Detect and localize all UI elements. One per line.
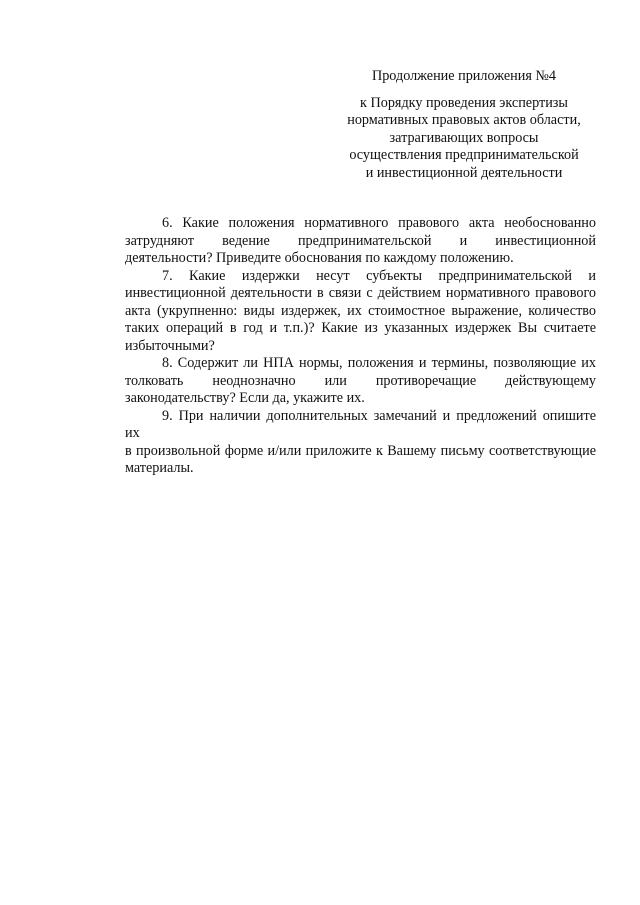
appendix-header-line: осуществления предпринимательской	[349, 147, 579, 163]
paragraph-line: избыточными?	[125, 337, 215, 354]
appendix-header	[330, 68, 598, 182]
appendix-header-line: к Порядку проведения экспертизы	[360, 94, 568, 111]
paragraph-line: законодательству? Если да, укажите их.	[125, 390, 365, 406]
question-8-paragraph	[88, 355, 596, 408]
paragraph-line: толковать неоднозначно или противоречащие действующему	[125, 372, 596, 389]
paragraph-line: акта (укрупненно: виды издержек, их стоимостное выражение, количество	[125, 302, 596, 319]
appendix-title: Продолжение приложения №4	[371, 68, 557, 84]
document-body	[88, 215, 596, 478]
paragraph-line: материалы.	[125, 460, 194, 476]
paragraph-line: таких операций в год и т.п.)? Какие из указанных издержек Вы считаете	[125, 320, 596, 336]
paragraph-line: 6. Какие положения нормативного правового акта необоснованно	[162, 215, 596, 231]
question-7-paragraph	[88, 268, 596, 356]
paragraph-line: в произвольной форме и/или приложите к Вашему письму соответствующие	[125, 442, 596, 459]
paragraph-line: 7. Какие издержки несут субъекты предпринимательской и	[162, 267, 596, 284]
appendix-header-line: затрагивающих вопросы	[389, 129, 539, 146]
paragraph-line: 9. При наличии дополнительных замечаний и предложений опишите их	[125, 407, 596, 441]
appendix-header-line: нормативных правовых актов области,	[347, 112, 581, 128]
question-6-paragraph	[88, 215, 596, 268]
paragraph-line: 8. Содержит ли НПА нормы, положения и термины, позволяющие их	[162, 355, 596, 371]
paragraph-line: деятельности? Приведите обоснования по каждому положению.	[125, 250, 514, 266]
paragraph-line: инвестиционной деятельности в связи с действием нормативного правового	[125, 285, 596, 301]
paragraph-line: затрудняют ведение предпринимательской и инвестиционной	[125, 232, 596, 249]
appendix-header-line: и инвестиционной деятельности	[365, 164, 563, 181]
question-9-paragraph	[88, 408, 596, 478]
